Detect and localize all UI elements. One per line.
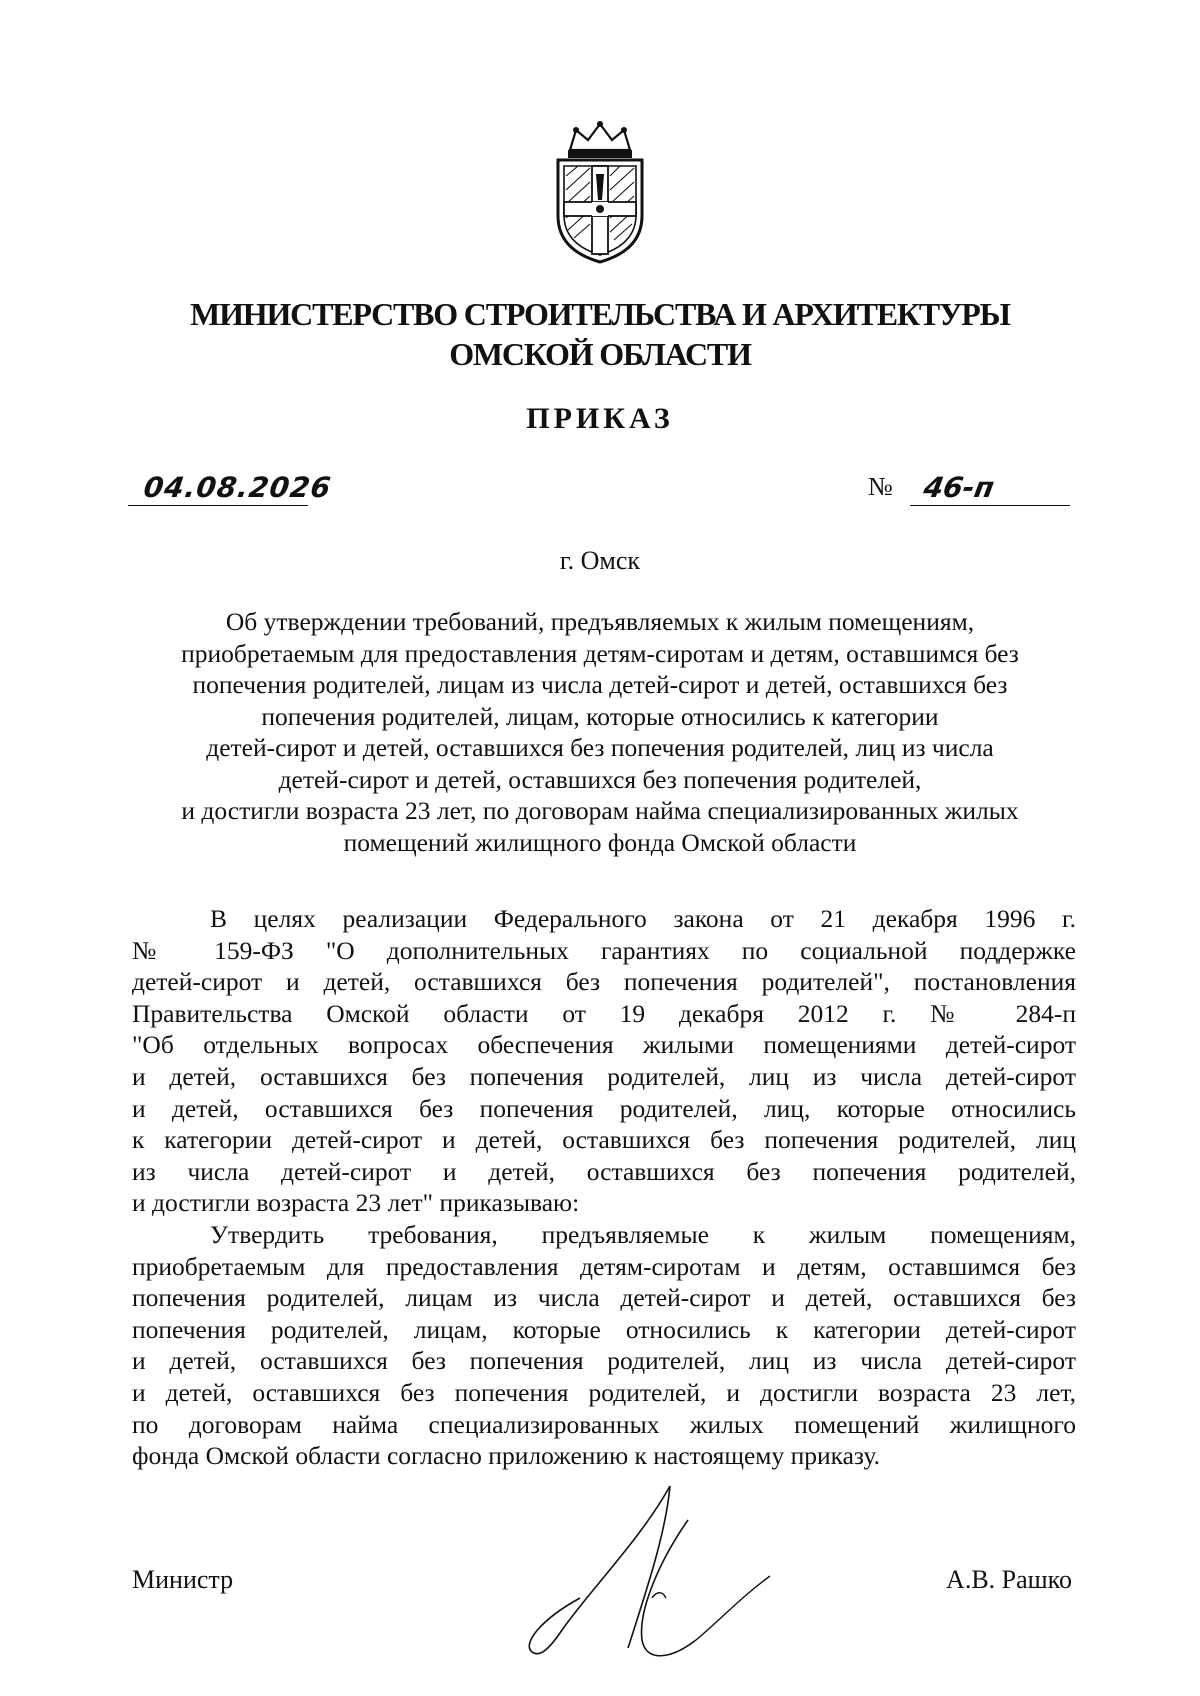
body-line: попечения родителей, лицам из числа детей-сирот и детей, оставшихся без xyxy=(132,1283,1076,1313)
coat-of-arms-icon xyxy=(548,120,652,266)
signature-icon xyxy=(520,1480,780,1680)
order-date-field xyxy=(128,468,334,512)
number-sign: № xyxy=(868,472,893,501)
body-line: № 159-ФЗ "О дополнительных гарантиях по социальной поддержке xyxy=(132,935,1076,965)
body-line: и детей, оставшихся без попечения родителей, лиц из числа детей-сирот xyxy=(132,1346,1076,1376)
signatory-name: А.В. Рашко xyxy=(946,1565,1072,1594)
body-line: Правительства Омской области от 19 декабря 2012 г. № 284-п xyxy=(132,998,1076,1028)
body-line: и достигли возраста 23 лет" приказываю: xyxy=(132,1188,580,1218)
order-title xyxy=(100,606,1100,858)
body-line: В целях реализации Федерального закона от 21 декабря 1996 г. xyxy=(210,904,1076,933)
body-line: и детей, оставшихся без попечения родителей, и достигли возраста 23 лет, xyxy=(132,1377,1076,1407)
signatory-position: Министр xyxy=(132,1565,234,1594)
city: г. Омск xyxy=(559,546,641,575)
title-line: детей-сирот и детей, оставшихся без попечения родителей, xyxy=(278,764,922,794)
body-line: приобретаемым для предоставления детям-сиротам и детям, оставшимся без xyxy=(132,1251,1076,1281)
ministry-name-line1: МИНИСТЕРСТВО СТРОИТЕЛЬСТВА И АРХИТЕКТУРЫ xyxy=(190,296,1010,332)
body-line: из числа детей-сирот и детей, оставшихся без попечения родителей, xyxy=(132,1156,1076,1186)
title-line: помещений жилищного фонда Омской области xyxy=(343,827,857,857)
title-line: Об утверждении требований, предъявляемых к жилым помещениям, xyxy=(225,607,975,636)
title-line: попечения родителей, лицам из числа детей-сирот и детей, оставшихся без xyxy=(192,670,1008,699)
title-line: приобретаемым для предоставления детям-сиротам и детям, оставшимся без xyxy=(181,638,1019,668)
order-number-field xyxy=(868,468,1070,512)
body-line: попечения родителей, лицам, которые относились к категории детей-сирот xyxy=(132,1314,1076,1344)
order-number: 46-п xyxy=(921,471,997,504)
order-date: 04.08.2026 xyxy=(141,471,334,504)
body-line: "Об отдельных вопросах обеспечения жилыми помещениями детей-сирот xyxy=(132,1030,1076,1060)
title-line: детей-сирот и детей, оставшихся без попечения родителей, лиц из числа xyxy=(206,733,994,762)
order-body xyxy=(132,903,1076,1472)
title-line: попечения родителей, лицам, которые относились к категории xyxy=(261,701,939,731)
body-line: детей-сирот и детей, оставшихся без попечения родителей", постановления xyxy=(132,967,1076,997)
body-line: Утвердить требования, предъявляемые к жилым помещениям, xyxy=(210,1219,1076,1249)
ministry-name-line2: ОМСКОЙ ОБЛАСТИ xyxy=(449,336,751,372)
document-type: ПРИКАЗ xyxy=(526,402,674,435)
date-underline xyxy=(128,505,308,506)
body-line: и детей, оставшихся без попечения родителей, лиц из числа детей-сирот xyxy=(132,1061,1076,1091)
title-line: и достигли возраста 23 лет, по договорам найма специализированных жилых xyxy=(181,796,1019,825)
body-line: к категории детей-сирот и детей, оставшихся без попечения родителей, лиц xyxy=(132,1125,1076,1155)
body-line: по договорам найма специализированных жилых помещений жилищного xyxy=(132,1409,1076,1439)
body-line: фонда Омской области согласно приложению к настоящему приказу. xyxy=(132,1441,881,1471)
number-underline xyxy=(910,505,1070,506)
body-line: и детей, оставшихся без попечения родителей, лиц, которые относились xyxy=(132,1093,1076,1123)
